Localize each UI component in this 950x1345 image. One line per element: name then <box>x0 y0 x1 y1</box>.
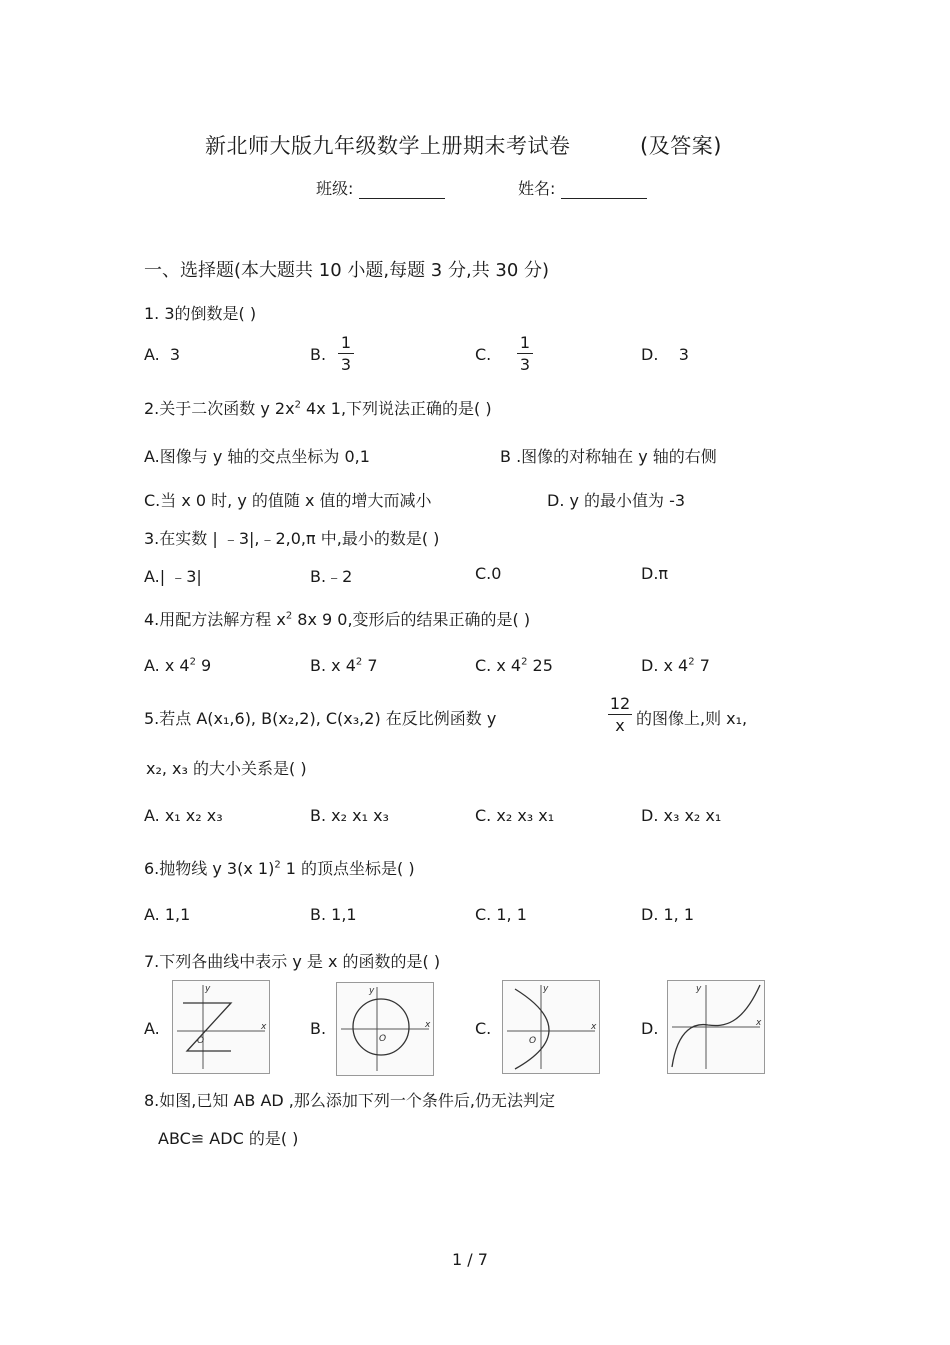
q7-graph-b <box>336 982 434 1076</box>
q4-stem: 4.用配方法解方程 $x^2$ 8x 9 0,变形后的结果正确的是( ) <box>144 610 531 629</box>
name-field <box>518 176 647 199</box>
q7-graph-c-svg <box>503 981 599 1073</box>
q2-option-b: B .图像的对称轴在 y 轴的右侧 <box>500 447 717 466</box>
q5-option-a: A. x₁ x₂ x₃ <box>144 806 223 825</box>
q5-option-d: D. x₃ x₂ x₁ <box>641 806 722 825</box>
svg-text:O: O <box>379 1034 387 1044</box>
q5-fraction: 12 x <box>609 694 631 735</box>
section-heading: 一、选择题(本大题共 10 小题,每题 3 分,共 30 分) <box>144 260 550 281</box>
q6-option-b: B. 1,1 <box>310 905 357 924</box>
q7-graph-d-svg <box>668 981 764 1073</box>
name-blank <box>561 182 647 199</box>
q5-stem-part2: 的图像上,则 x₁, <box>636 709 748 728</box>
q1-option-b-label: B. <box>310 345 327 364</box>
q3-option-a: A.| ﹣3| <box>144 567 202 586</box>
q3-option-d: D.π <box>641 564 669 583</box>
q4-option-c: C. x $4^2$ 25 <box>475 656 553 675</box>
q6-option-c: C. 1, 1 <box>475 905 527 924</box>
q1-option-b-fraction: 1 3 <box>338 333 354 374</box>
page-number: 1 / 7 <box>452 1250 488 1269</box>
page-title-suffix: (及答案) <box>640 134 722 158</box>
q7-option-a-label: A. <box>144 1019 160 1038</box>
q7-option-b-label: B. <box>310 1019 327 1038</box>
q5-option-b: B. x₂ x₁ x₃ <box>310 806 389 825</box>
q7-stem: 7.下列各曲线中表示 y 是 x 的函数的是( ) <box>144 952 441 971</box>
svg-text:x: x <box>756 1018 762 1028</box>
class-label: 班级: <box>316 179 354 198</box>
q2-option-a: A.图像与 y 轴的交点坐标为 0,1 <box>144 447 370 466</box>
q2-stem: 2.关于二次函数 y $2x^2$ 4x 1,下列说法正确的是( ) <box>144 399 492 418</box>
q8-stem-line2: ABC≌ ADC 的是( ) <box>158 1129 299 1148</box>
q3-option-c: C.0 <box>475 564 502 583</box>
svg-text:y: y <box>543 984 549 994</box>
q7-option-c-label: C. <box>475 1019 492 1038</box>
q1-option-c-label: C. <box>475 345 492 364</box>
q6-option-a: A. 1,1 <box>144 905 191 924</box>
q1-option-d: D. 3 <box>641 345 689 364</box>
q1-stem: 1. 3的倒数是( ) <box>144 304 257 323</box>
q6-option-d: D. 1, 1 <box>641 905 695 924</box>
q7-graph-c <box>502 980 600 1074</box>
q5-stem-part1: 5.若点 A(x₁,6), B(x₂,2), C(x₃,2) 在反比例函数 y <box>144 709 497 728</box>
q1-option-a: A. 3 <box>144 345 181 364</box>
q3-stem: 3.在实数 | ﹣3|,﹣2,0,π 中,最小的数是( ) <box>144 529 440 548</box>
svg-text:x: x <box>591 1022 597 1032</box>
page-title: 新北师大版九年级数学上册期末考试卷 <box>205 134 571 158</box>
q7-graph-b-svg <box>337 983 433 1075</box>
svg-text:x: x <box>425 1020 431 1030</box>
q3-option-b: B.﹣2 <box>310 567 353 586</box>
svg-text:y: y <box>369 986 375 996</box>
q7-graph-a <box>172 980 270 1074</box>
class-blank <box>359 182 445 199</box>
q7-graph-d <box>667 980 765 1074</box>
q6-stem: 6.抛物线 y 3(x 1)$^2$ 1 的顶点坐标是( ) <box>144 859 415 878</box>
q2-option-d: D. y 的最小值为 -3 <box>547 491 686 510</box>
q7-option-d-label: D. <box>641 1019 659 1038</box>
q4-option-b: B. x $4^2$ 7 <box>310 656 378 675</box>
q1-option-c-fraction: 1 3 <box>517 333 533 374</box>
q4-option-d: D. x $4^2$ 7 <box>641 656 710 675</box>
q5-stem-line2: x₂, x₃ 的大小关系是( ) <box>146 759 307 778</box>
class-field <box>316 176 445 199</box>
q2-option-c: C.当 x 0 时, y 的值随 x 值的增大而减小 <box>144 491 432 510</box>
svg-text:O: O <box>197 1036 205 1046</box>
q7-graph-a-svg <box>173 981 269 1073</box>
svg-text:x: x <box>261 1022 267 1032</box>
name-label: 姓名: <box>518 179 556 198</box>
svg-text:y: y <box>205 984 211 994</box>
svg-text:y: y <box>696 984 702 994</box>
q4-option-a: A. x $4^2$ 9 <box>144 656 212 675</box>
q5-option-c: C. x₂ x₃ x₁ <box>475 806 555 825</box>
svg-text:O: O <box>529 1036 537 1046</box>
q8-stem: 8.如图,已知 AB AD ,那么添加下列一个条件后,仍无法判定 <box>144 1091 555 1110</box>
